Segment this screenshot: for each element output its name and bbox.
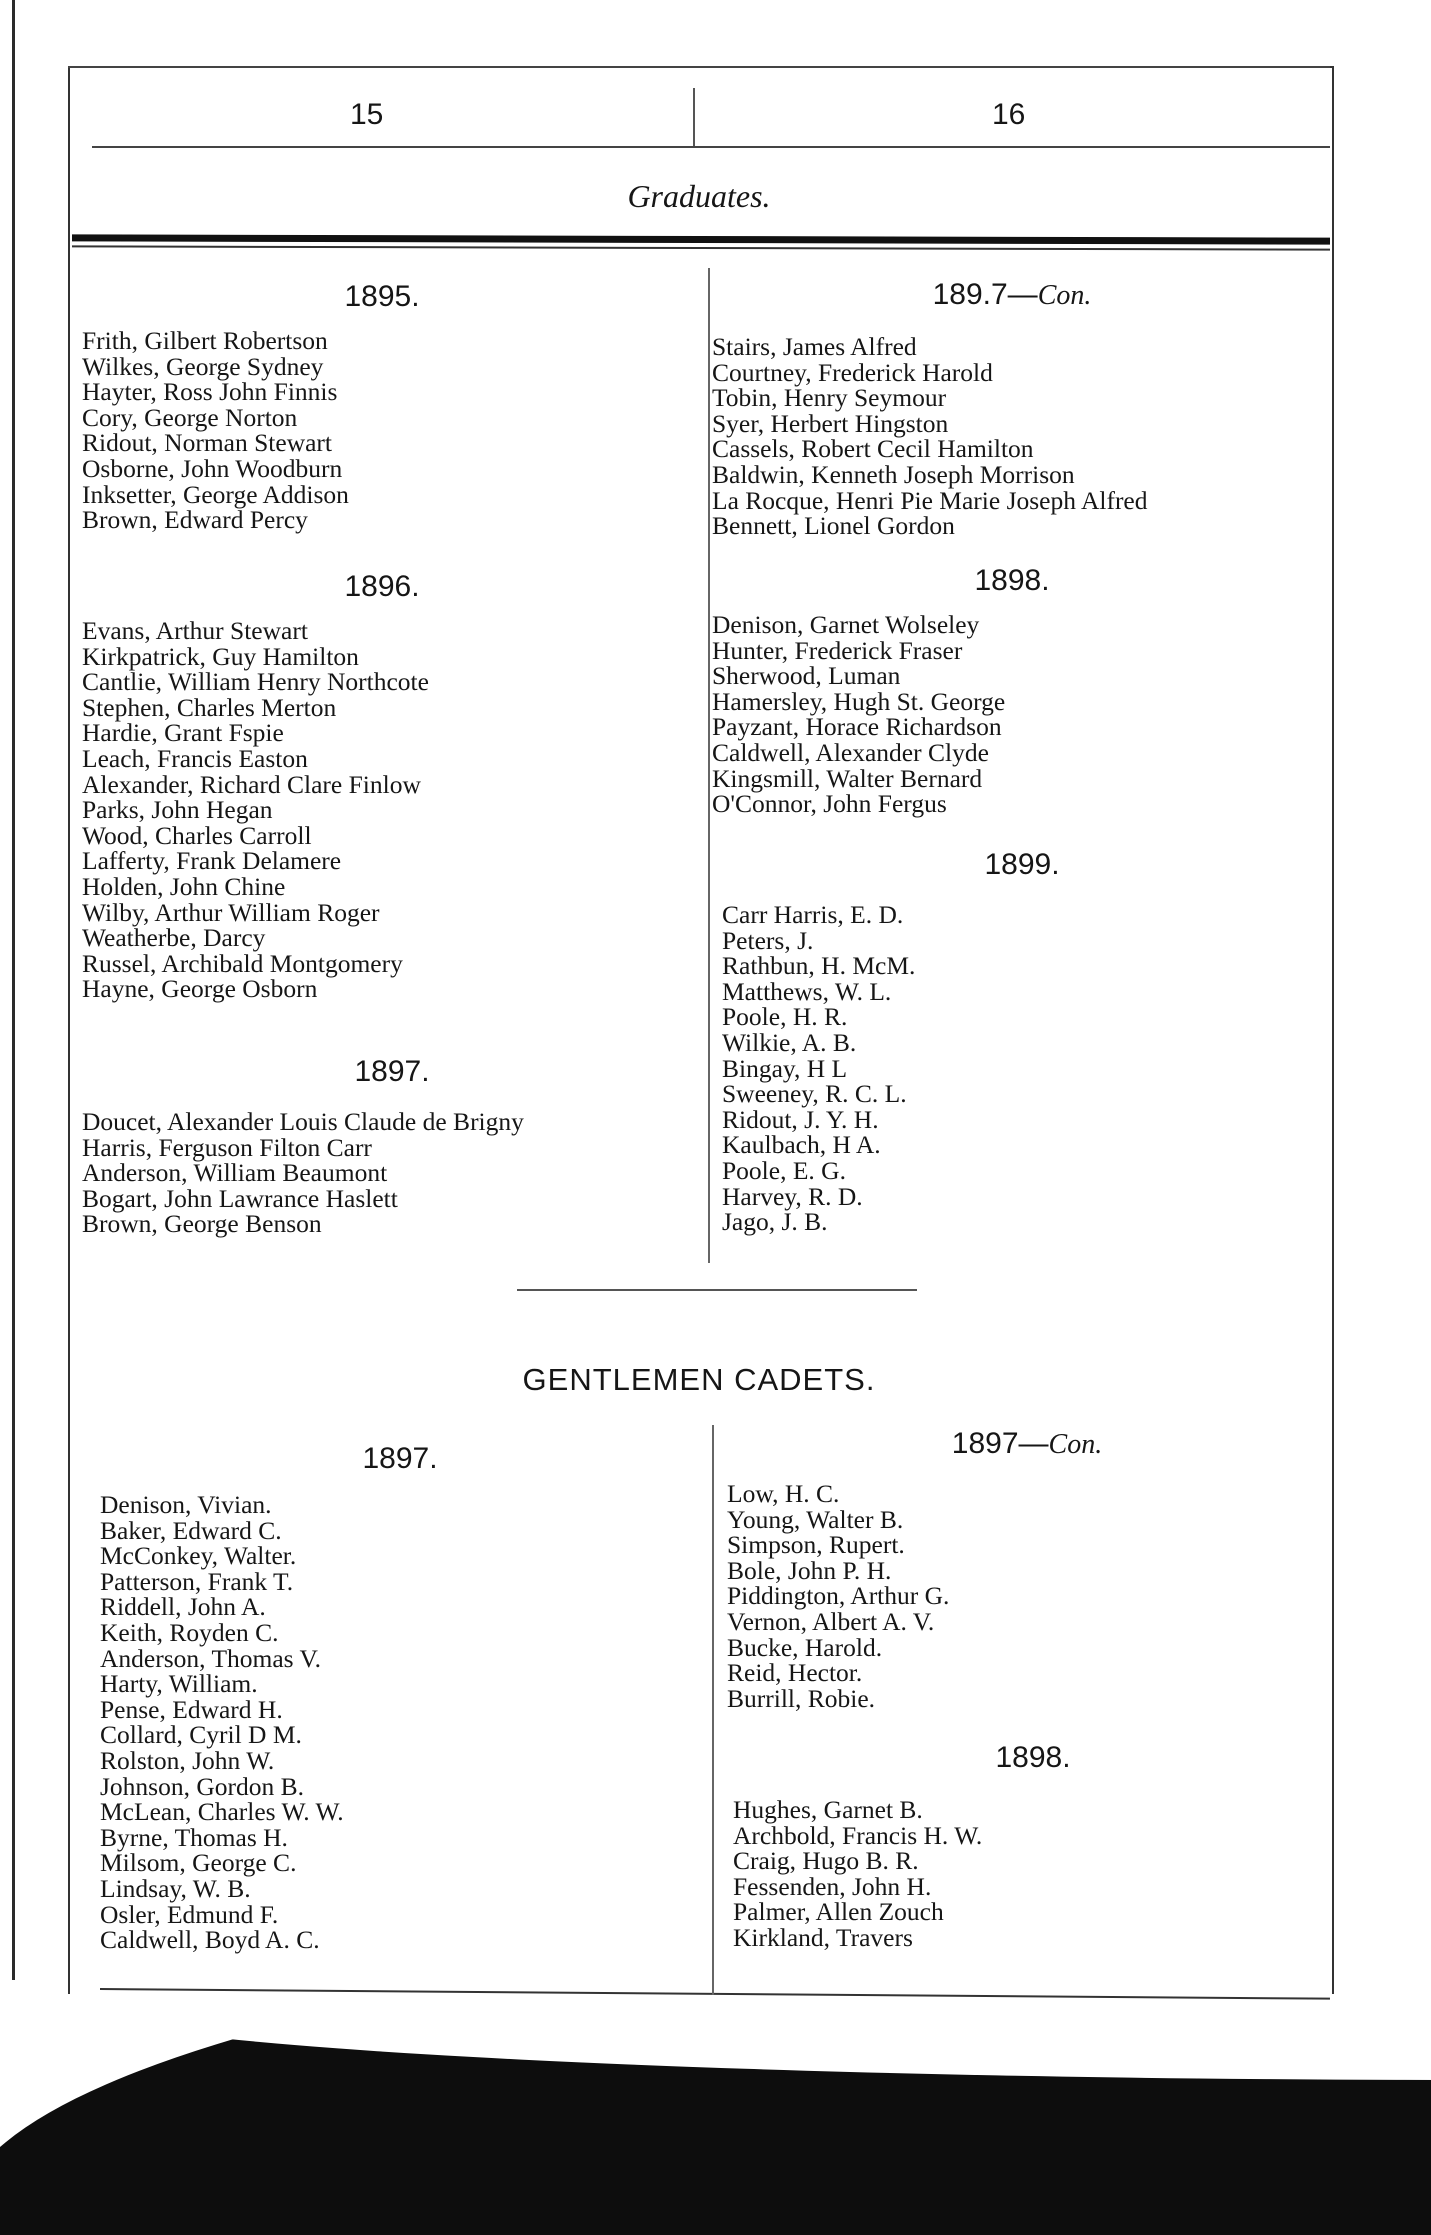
list-item: Wood, Charles Carroll <box>82 820 312 850</box>
list-item: Baker, Edward C. <box>100 1515 282 1545</box>
list-item: Young, Walter B. <box>727 1504 904 1534</box>
list-item: Denison, Garnet Wolseley <box>712 610 980 639</box>
list-item: Hardie, Grant Fspie <box>82 718 284 748</box>
name-list <box>82 1109 702 1237</box>
list-item: Alexander, Richard Clare Finlow <box>82 769 421 799</box>
graduates-1895 <box>82 280 682 533</box>
list-item: Kingsmill, Walter Bernard <box>712 763 983 793</box>
list-item: Kaulbach, H A. <box>722 1130 881 1160</box>
cadets-title: GENTLEMEN CADETS. <box>522 1362 876 1397</box>
list-item: Pense, Edward H. <box>100 1694 283 1724</box>
list-item: Cantlie, William Henry Northcote <box>82 667 429 697</box>
list-item: Bole, John P. H. <box>727 1555 892 1585</box>
list-item: Tobin, Henry Seymour <box>712 383 947 413</box>
list-item: Archbold, Francis H. W. <box>733 1820 983 1850</box>
list-item: Craig, Hugo B. R. <box>733 1846 919 1876</box>
year-heading: 1897. <box>362 1442 438 1475</box>
name-list <box>727 1481 1327 1711</box>
list-item: Harty, William. <box>100 1669 258 1699</box>
graduates-column-divider <box>708 268 710 1263</box>
list-item: Cassels, Robert Cecil Hamilton <box>712 434 1034 464</box>
list-item: Inksetter, George Addison <box>82 479 349 509</box>
list-item: Ridout, J. Y. H. <box>722 1104 879 1134</box>
list-item: Caldwell, Boyd A. C. <box>100 1925 320 1955</box>
list-item: Carr Harris, E. D. <box>722 900 904 929</box>
list-item: Jago, J. B. <box>722 1207 828 1237</box>
list-item: Weatherbe, Darcy <box>82 923 266 953</box>
header-rule <box>92 146 1330 148</box>
page-number-left: 15 <box>350 98 384 131</box>
graduates-1896 <box>82 570 682 1002</box>
list-item: Hunter, Frederick Fraser <box>712 635 963 665</box>
year-heading: 189.7—Con. <box>932 278 1092 311</box>
list-item: Kirkland, Travers <box>733 1922 913 1952</box>
list-item: Evans, Arthur Stewart <box>82 616 308 645</box>
list-item: Bogart, John Lawrance Haslett <box>82 1183 398 1213</box>
list-item: Bennett, Lionel Gordon <box>712 511 955 541</box>
list-item: Baldwin, Kenneth Joseph Morrison <box>712 459 1075 489</box>
year-heading: 1896. <box>344 570 420 603</box>
list-item: Parks, John Hegan <box>82 795 273 825</box>
list-item: Low, H. C. <box>727 1479 840 1508</box>
name-list <box>733 1797 1333 1951</box>
list-item: Payzant, Horace Richardson <box>712 712 1002 742</box>
list-item: Leach, Francis Easton <box>82 743 308 773</box>
list-item: Doucet, Alexander Louis Claude de Brigny <box>82 1107 524 1136</box>
year-heading: 1898. <box>995 1741 1071 1774</box>
list-item: Cory, George Norton <box>82 402 298 432</box>
list-item: O'Connor, John Fergus <box>712 789 947 819</box>
year-heading: 1897. <box>354 1055 430 1088</box>
list-item: Burrill, Robie. <box>727 1683 876 1713</box>
list-item: Wilkie, A. B. <box>722 1027 857 1057</box>
year-heading: 1898. <box>974 564 1050 597</box>
list-item: Poole, H. R. <box>722 1002 848 1032</box>
list-item: Anderson, Thomas V. <box>100 1643 322 1673</box>
list-item: Peters, J. <box>722 925 814 955</box>
list-item: Poole, E. G. <box>722 1155 846 1185</box>
list-item: Brown, George Benson <box>82 1209 322 1239</box>
cadets-1897 <box>100 1442 700 1953</box>
year-heading: 1897—Con. <box>951 1427 1103 1460</box>
graduates-1899 <box>722 848 1322 1235</box>
list-item: Milsom, George C. <box>100 1848 297 1878</box>
list-item: Reid, Hector. <box>727 1658 863 1688</box>
header-divider <box>693 88 695 146</box>
list-item: Hughes, Garnet B. <box>733 1795 923 1824</box>
list-item: Hayne, George Osborn <box>82 974 318 1004</box>
list-item: Riddell, John A. <box>100 1592 266 1622</box>
year-heading: 1899. <box>984 848 1060 881</box>
list-item: Keith, Royden C. <box>100 1617 279 1647</box>
list-item: Harris, Ferguson Filton Carr <box>82 1132 372 1162</box>
list-item: Osler, Edmund F. <box>100 1899 279 1929</box>
list-item: La Rocque, Henri Pie Marie Joseph Alfred <box>712 485 1148 515</box>
cadets-1897-continued <box>727 1427 1327 1711</box>
name-list <box>712 612 1312 817</box>
name-list <box>82 618 682 1002</box>
page-number-right: 16 <box>992 98 1026 131</box>
list-item: Patterson, Frank T. <box>100 1566 294 1596</box>
list-item: Piddington, Arthur G. <box>727 1581 950 1611</box>
list-item: Lindsay, W. B. <box>100 1873 251 1903</box>
list-item: Byrne, Thomas H. <box>100 1822 288 1852</box>
list-item: Courtney, Frederick Harold <box>712 357 993 387</box>
list-item: Russel, Archibald Montgomery <box>82 948 403 978</box>
name-list <box>722 902 1322 1235</box>
list-item: Osborne, John Woodburn <box>82 453 343 483</box>
graduates-1897-continued <box>712 278 1312 539</box>
section-separator <box>517 1289 917 1291</box>
name-list <box>100 1492 700 1953</box>
page-edge <box>12 0 15 1980</box>
list-item: Brown, Edward Percy <box>82 505 308 535</box>
cadets-column-divider <box>712 1425 714 1995</box>
list-item: Fessenden, John H. <box>733 1871 932 1901</box>
list-item: Holden, John Chine <box>82 871 286 901</box>
section-title: Graduates. <box>627 178 771 214</box>
name-list <box>82 328 682 533</box>
list-item: Rathbun, H. McM. <box>722 951 916 981</box>
year-heading: 1895. <box>344 280 420 313</box>
graduates-1897 <box>82 1055 702 1237</box>
list-item: Wilkes, George Sydney <box>82 351 324 381</box>
name-list <box>712 334 1312 539</box>
list-item: Johnson, Gordon B. <box>100 1771 305 1801</box>
list-item: Hayter, Ross John Finnis <box>82 377 338 407</box>
list-item: Rolston, John W. <box>100 1745 275 1775</box>
list-item: Hamersley, Hugh St. George <box>712 686 1006 716</box>
list-item: Caldwell, Alexander Clyde <box>712 737 989 767</box>
top-rule <box>68 66 1330 68</box>
list-item: Vernon, Albert A. V. <box>727 1606 935 1636</box>
list-item: Denison, Vivian. <box>100 1490 272 1519</box>
list-item: Stephen, Charles Merton <box>82 692 337 722</box>
list-item: Sherwood, Luman <box>712 661 901 691</box>
list-item: McLean, Charles W. W. <box>100 1797 344 1827</box>
list-item: Bucke, Harold. <box>727 1632 883 1662</box>
list-item: Kirkpatrick, Guy Hamilton <box>82 641 359 671</box>
list-item: Frith, Gilbert Robertson <box>82 326 328 355</box>
list-item: Collard, Cyril D M. <box>100 1720 302 1750</box>
list-item: Lafferty, Frank Delamere <box>82 846 342 876</box>
cadets-1898 <box>733 1741 1333 1951</box>
list-item: Stairs, James Alfred <box>712 332 917 361</box>
page-header <box>92 90 1330 146</box>
list-item: Simpson, Rupert. <box>727 1530 905 1560</box>
list-item: Harvey, R. D. <box>722 1181 863 1211</box>
list-item: Sweeney, R. C. L. <box>722 1079 907 1109</box>
graduates-1898 <box>712 564 1312 817</box>
list-item: Matthews, W. L. <box>722 976 892 1006</box>
list-item: Wilby, Arthur William Roger <box>82 897 380 927</box>
list-item: Bingay, H L <box>722 1053 848 1083</box>
list-item: Anderson, William Beaumont <box>82 1158 388 1188</box>
list-item: Ridout, Norman Stewart <box>82 428 333 458</box>
list-item: Palmer, Allen Zouch <box>733 1897 944 1927</box>
list-item: Syer, Herbert Hingston <box>712 408 949 438</box>
list-item: McConkey, Walter. <box>100 1541 297 1571</box>
